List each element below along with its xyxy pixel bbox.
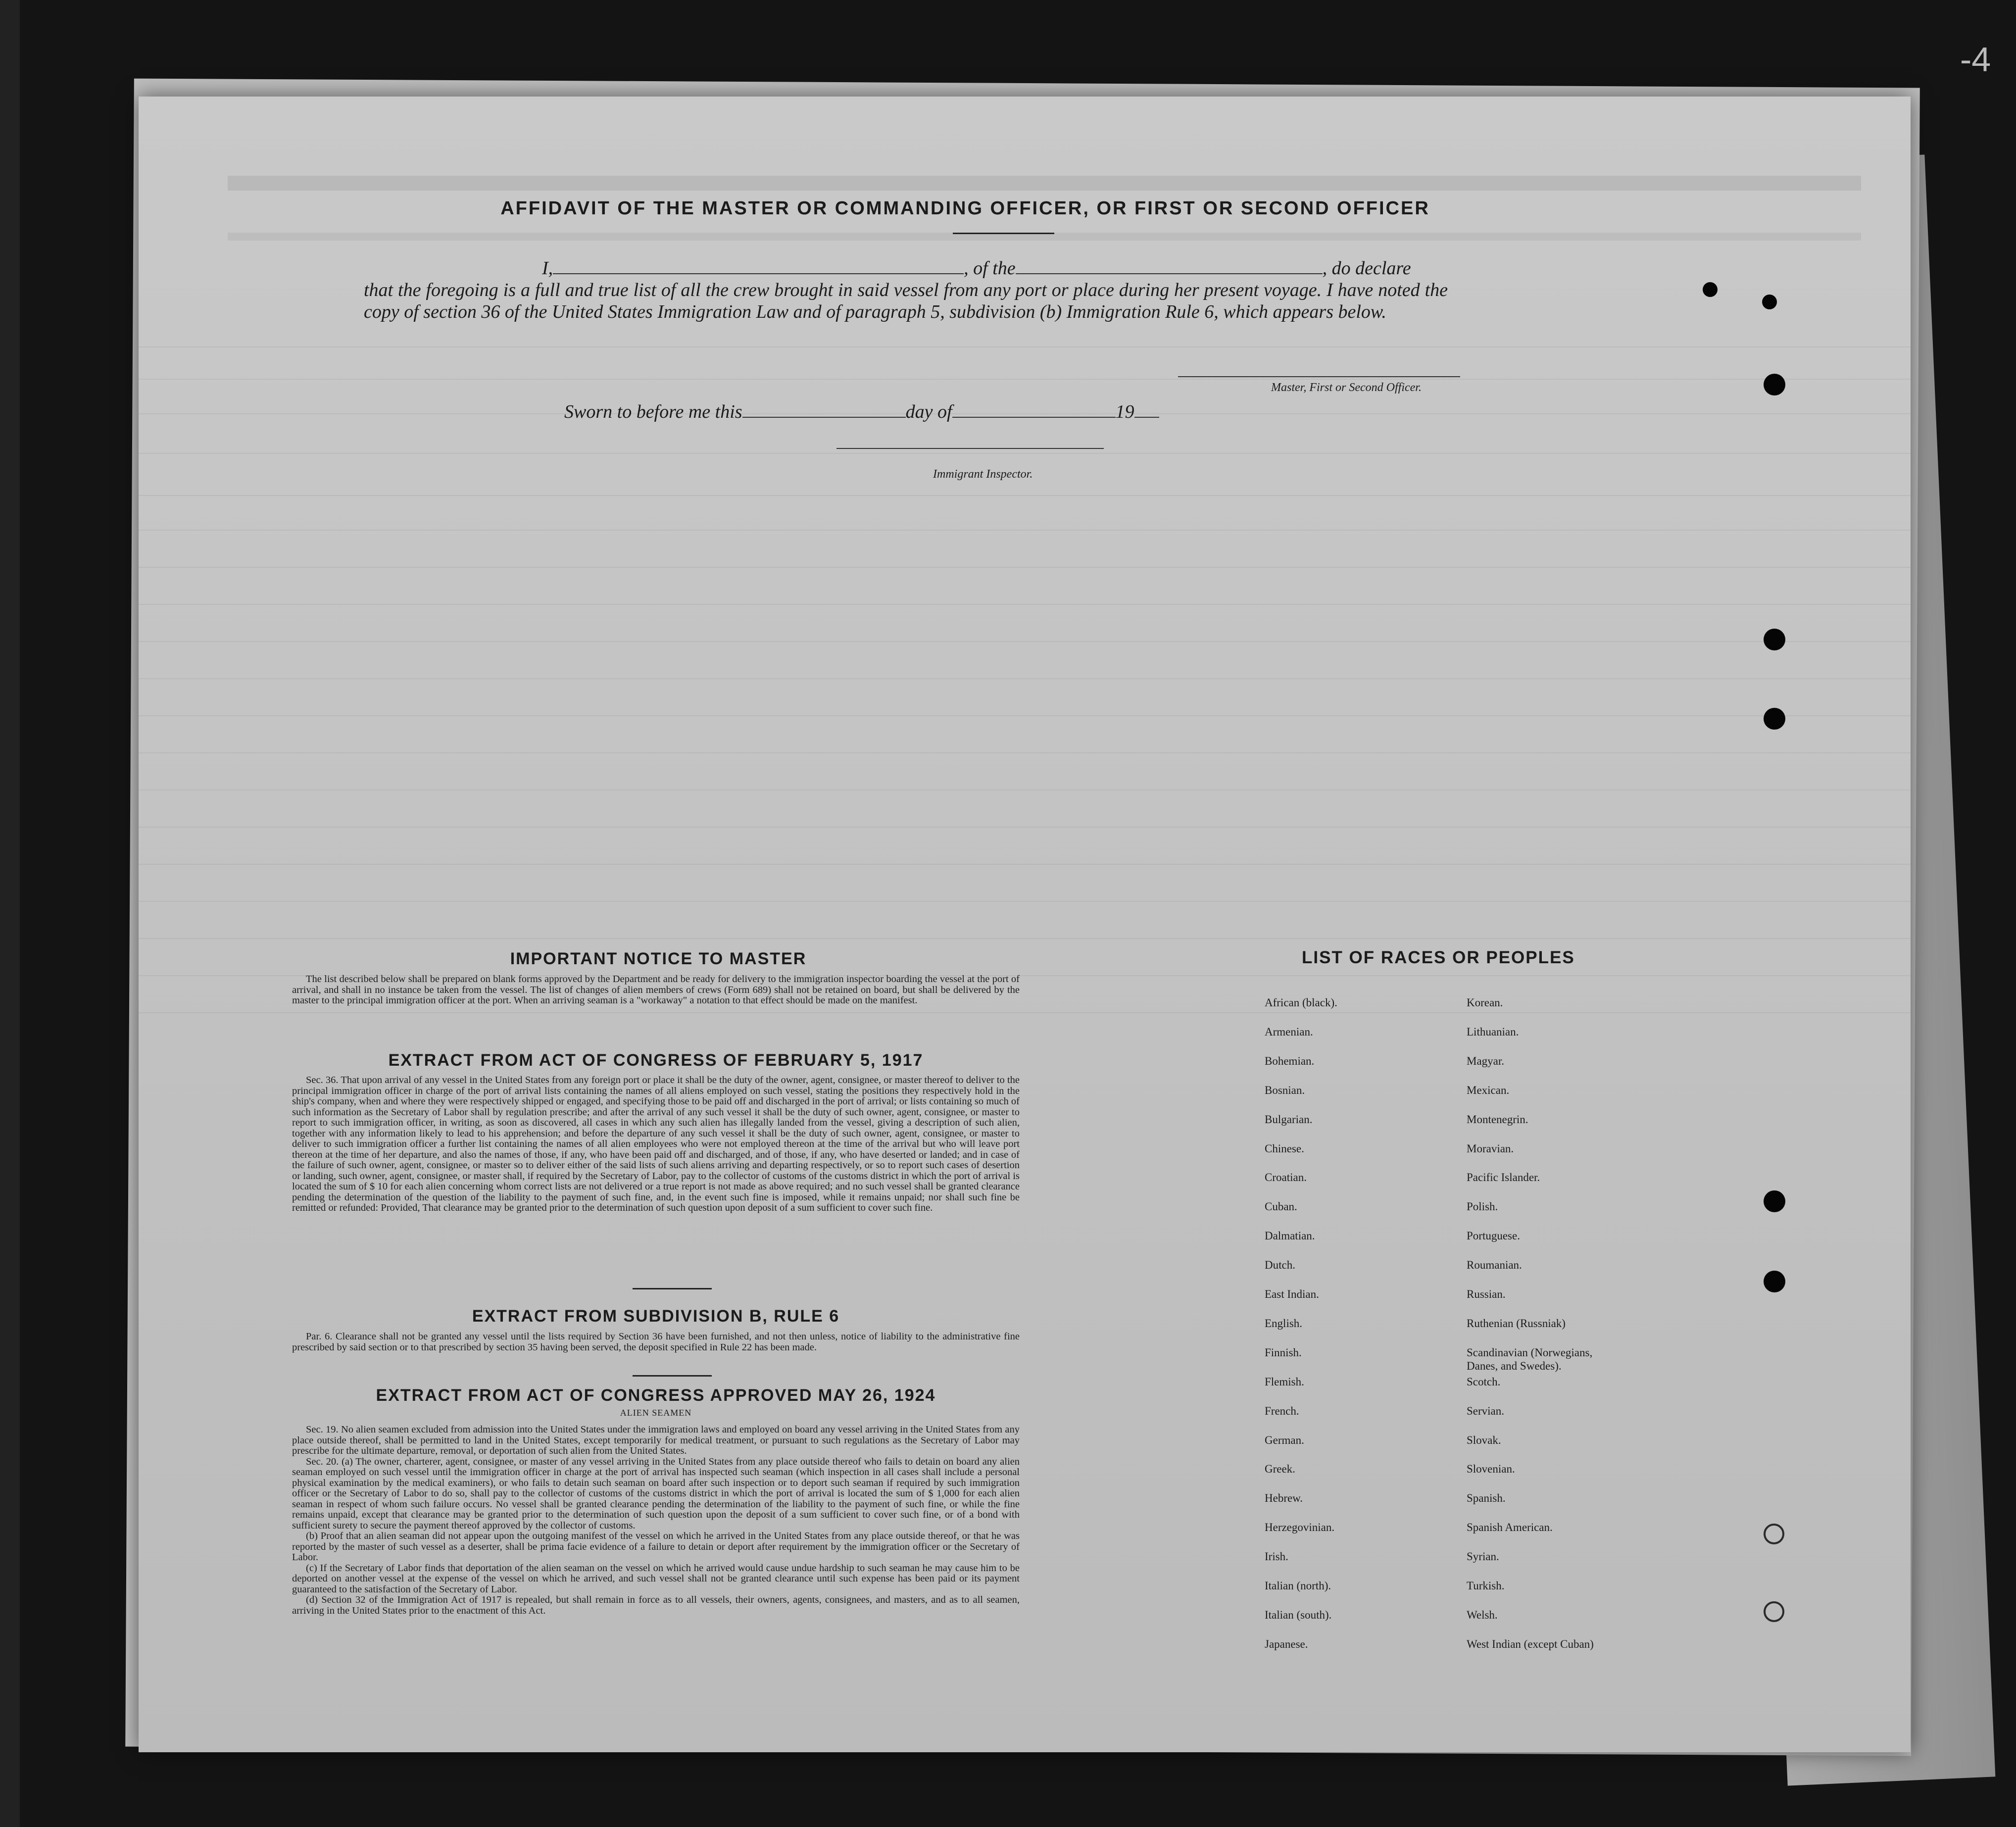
sec20d-paragraph: (d) Section 32 of the Immigration Act of 1917 is repealed, but shall remain in force as to all vessels, their owners, agents, consignees, and masters, and as to all seamen, arriving in the United States prior to the enactment of this Act.: [292, 1594, 1020, 1616]
race-item: Armenian.: [1265, 1025, 1313, 1038]
races-heading: LIST OF RACES OR PEOPLES: [1302, 948, 1575, 967]
bleed-through-rule: [139, 604, 1911, 605]
bleed-through-rule: [139, 752, 1911, 753]
bleed-through-rule: [139, 827, 1911, 828]
section-rule: [633, 1288, 712, 1289]
race-item: Hebrew.: [1265, 1492, 1303, 1505]
race-item: Slovenian.: [1467, 1463, 1515, 1476]
race-item: Finnish.: [1265, 1346, 1302, 1359]
bleed-through-rule: [139, 379, 1911, 380]
race-item: Italian (north).: [1265, 1580, 1331, 1592]
race-item: English.: [1265, 1317, 1303, 1330]
extract-1917-text: [292, 1075, 1020, 1214]
extract-1924-text: [292, 1425, 1020, 1616]
bleed-through-rule: [139, 678, 1911, 679]
race-item: Scandinavian (Norwegians,: [1467, 1346, 1593, 1359]
race-item: Bohemian.: [1265, 1054, 1315, 1067]
race-item: Servian.: [1467, 1404, 1505, 1417]
race-item: Chinese.: [1265, 1142, 1304, 1155]
race-item: Dutch.: [1265, 1259, 1295, 1272]
race-item: West Indian (except Cuban): [1467, 1637, 1594, 1650]
race-item: Dalmatian.: [1265, 1230, 1315, 1242]
affidavit-body: [364, 257, 1448, 323]
race-item: Flemish.: [1265, 1375, 1304, 1388]
sec20a-paragraph: Sec. 20. (a) The owner, charterer, agent, consignee, or master of any vessel arriving in the United States from any place outside thereof who fails to detain on board any alien seaman employed on such vessel until the immigration officer in charge at the port of arrival has inspected such seaman (which inspection in all cases shall include a personal physical examination by the medical examiners), or who fails to detain such seaman on board after such inspection or to deport such seaman if required by such immigration officer or the Secretary of Labor to do so, shall pay to the collector of customs of the customs district in which the port of arrival is located the sum of $ 1,000 for each alien seaman in respect of whom such failure occurs. No vessel shall be granted clearance pending the determination of the liability to the payment of such fine, or while the fine remains unpaid, except that clearance may be granted prior to the determination of such question upon the deposit of a sum sufficient to cover such fine, or of a bond with sufficient surety to secure the payment thereof approved by the collector of customs.: [292, 1456, 1020, 1531]
sworn-year-field[interactable]: [1134, 417, 1159, 418]
sworn-prefix: Sworn to before me this: [564, 401, 742, 422]
bleed-through-rule: [139, 1012, 1911, 1013]
bleed-through-rule: [139, 938, 1911, 939]
race-item: Montenegrin.: [1467, 1113, 1528, 1126]
binder-hole: [1764, 374, 1785, 395]
sworn-day-field[interactable]: [742, 417, 906, 418]
bleed-through-rule: [139, 864, 1911, 865]
race-item: Turkish.: [1467, 1580, 1505, 1592]
race-item: Scotch.: [1467, 1375, 1501, 1388]
race-item: Bulgarian.: [1265, 1113, 1313, 1126]
race-item: Magyar.: [1467, 1054, 1505, 1067]
binder-hole-ring: [1764, 1601, 1784, 1622]
race-item: African (black).: [1265, 996, 1337, 1009]
race-item: Ruthenian (Russniak): [1467, 1317, 1566, 1330]
rule6-paragraph: Par. 6. Clearance shall not be granted any vessel until the lists required by Section 36 have been furnished, and not then unless, notice of liability to the administrative fine prescribed by said section or to that prescribed by section 35 having been served, the deposit specified in Rule 22 has been made.: [292, 1331, 1020, 1353]
bleed-through-rule: [139, 346, 1911, 347]
extract-1917-heading: EXTRACT FROM ACT OF CONGRESS OF FEBRUARY 5, 1917: [388, 1051, 924, 1070]
race-item: Greek.: [1265, 1463, 1295, 1476]
race-item: Bosnian.: [1265, 1084, 1305, 1096]
sworn-year-prefix: 19: [1115, 401, 1134, 422]
alien-seamen-subheading: ALIEN SEAMEN: [620, 1408, 692, 1418]
race-item: Portuguese.: [1467, 1230, 1520, 1242]
bleed-through-rule: [139, 453, 1911, 454]
race-item: German.: [1265, 1433, 1304, 1446]
heading-rule: [953, 233, 1054, 234]
vessel-name-field[interactable]: [1016, 273, 1323, 274]
extract-rule6-text: [292, 1332, 1020, 1353]
bleed-through-rule: [139, 567, 1911, 568]
race-item: Russian.: [1467, 1288, 1506, 1300]
sec19-paragraph: Sec. 19. No alien seamen excluded from admission into the United States under the immigration laws and employed on board any vessel arriving in the United States from any place outside thereof, shall be permitted to land in the United States, except temporarily for medical treatment, or pursuant to such regulations as the Secretary of Labor may prescribe for the ultimate departure, removal, or deportation of such alien from the United States.: [292, 1424, 1020, 1456]
master-signature-caption: Master, First or Second Officer.: [1271, 381, 1422, 394]
race-item: Cuban.: [1265, 1200, 1297, 1213]
sworn-line: [564, 401, 1208, 423]
sworn-month-field[interactable]: [952, 417, 1116, 418]
punch-mark: [1762, 295, 1777, 309]
race-item: Japanese.: [1265, 1637, 1308, 1650]
race-item: Italian (south).: [1265, 1608, 1332, 1621]
binder-hole: [1764, 708, 1785, 730]
sec36-paragraph: Sec. 36. That upon arrival of any vessel in the United States from any foreign port or place it shall be the duty of the owner, agent, consignee, or master thereof to deliver to the principal immigration officer in charge of the port of arrival lists containing the names of all aliens employed on such vessel, stating the positions they respectively hold in the ship's company, when and where they were respectively shipped or engaged, and specifying those to be paid off and discharged in the port of arrival; or lists containing so much of such information as the Secretary of Labor shall by regulation prescribe; and after the arrival of any such vessel it shall be the duty of such owner, agent, consignee, or master to report to such immigration officer, in writing, as soon as discovered, all cases in which any such alien has illegally landed from the vessel, giving a description of such alien, together with any information likely to lead to his apprehension; and before the departure of any such vessel it shall be the duty of such owner, agent, consignee, or master to deliver to such immigration officer a further list containing the names of all alien employees who were not employed thereon at the time of the arrival but who will leave port thereon at the time of her departure, and also the names of those, if any, who have been paid off and discharged, and of those, if any, who have deserted or landed; and in case of the failure of such owner, agent, consignee, or master so to deliver either of the said lists of such aliens arriving and departing respectively, or so to report such cases of desertion or landing, such owner, agent, consignee, or master shall, if required by the Secretary of Labor, pay to the collector of customs of the customs district in which the port of arrival is located the sum of $ 10 for each alien concerning whom correct lists are not delivered or a true report is not made as above required; and no such vessel shall be granted clearance pending the determination of the question of the liability to the payment of such fine, and, in the event such fine is imposed, while it remains unpaid; nor shall such fine be remitted or refunded: Provided, That clearance may be granted prior to the determination of such question upon deposit of a sum sufficient to cover such fine.: [292, 1075, 1020, 1213]
punch-mark: [1703, 282, 1718, 297]
scan-left-edge: [0, 0, 20, 1827]
bleed-through-rule: [139, 641, 1911, 642]
sworn-day-of: day of: [905, 401, 952, 422]
race-item: Syrian.: [1467, 1550, 1499, 1563]
race-item: Moravian.: [1467, 1142, 1514, 1155]
binder-hole: [1764, 629, 1785, 650]
binder-hole: [1764, 1271, 1785, 1292]
section-rule: [633, 1375, 712, 1377]
declarant-prefix: I,: [542, 258, 553, 279]
race-item: Pacific Islander.: [1467, 1171, 1540, 1184]
inspector-caption: Immigrant Inspector.: [933, 468, 1033, 481]
race-item: Korean.: [1467, 996, 1503, 1009]
margin-mark: -4: [1960, 40, 1991, 79]
race-item: Spanish American.: [1467, 1521, 1553, 1534]
notice-paragraph: The list described below shall be prepared on blank forms approved by the Department and be ready for delivery to the immigration inspector boarding the vessel at the port of arrival, and shall in no instance be taken from the vessel. The list of changes of alien members of crews (Form 689) shall not be retained on board, but shall be delivered by the master to the principal immigration officer at the port. When an arriving seaman is a "workaway" a notation to that effect should be made on the manifest.: [292, 974, 1020, 1006]
vessel-prefix: , of the: [964, 258, 1016, 279]
race-item: Herzegovinian.: [1265, 1521, 1335, 1534]
declaration-line: [364, 257, 1448, 279]
declarant-name-field[interactable]: [553, 273, 964, 274]
bleed-through-title: [228, 176, 1861, 191]
race-item: Spanish.: [1467, 1492, 1506, 1505]
race-item: Slovak.: [1467, 1433, 1501, 1446]
inspector-signature-field[interactable]: [836, 448, 1104, 449]
sec20b-paragraph: (b) Proof that an alien seaman did not appear upon the outgoing manifest of the vessel on which he arrived in the United States from any place outside thereof, or that he was reported by the master of such vessel as a deserter, shall be prima facie evidence of a failure to detain or deport after requirement by the immigration officer or the Secretary of Labor.: [292, 1531, 1020, 1563]
notice-heading: IMPORTANT NOTICE TO MASTER: [510, 949, 807, 968]
bleed-through-rule: [139, 715, 1911, 716]
race-item: East Indian.: [1265, 1288, 1319, 1300]
extract-rule6-heading: EXTRACT FROM SUBDIVISION B, RULE 6: [472, 1307, 840, 1326]
extract-1924-heading: EXTRACT FROM ACT OF CONGRESS APPROVED MAY 26, 1924: [376, 1386, 936, 1405]
bleed-through-rule: [139, 495, 1911, 496]
sec20c-paragraph: (c) If the Secretary of Labor finds that deportation of the alien seaman on the vessel on which he arrived would cause undue hardship to such seaman he may cause him to be deported on another vessel at the expense of the vessel on which he arrived, and such vessel shall not be granted clearance until such expense has been paid or its payment guaranteed to the satisfaction of the Secretary of Labor.: [292, 1562, 1020, 1595]
affidavit-heading: AFFIDAVIT OF THE MASTER OR COMMANDING OFFICER, OR FIRST OR SECOND OFFICER: [500, 198, 1430, 219]
master-signature-field[interactable]: [1178, 376, 1460, 377]
race-item: Croatian.: [1265, 1171, 1307, 1184]
notice-text: [292, 974, 1020, 1006]
binder-hole-ring: [1764, 1524, 1784, 1544]
race-item: Roumanian.: [1467, 1259, 1522, 1272]
bleed-through-rule: [139, 530, 1911, 531]
race-item: French.: [1265, 1404, 1299, 1417]
binder-hole: [1764, 1190, 1785, 1212]
declaration-text: that the foregoing is a full and true list of all the crew brought in said vessel from any port or place during her present voyage. I have noted the copy of section 36 of the United States Immigration Law and of paragraph 5, subdivision (b) Immigration Rule 6, which appears below.: [364, 280, 1448, 322]
race-item: Mexican.: [1467, 1084, 1510, 1096]
race-item: Polish.: [1467, 1200, 1498, 1213]
declare-suffix: , do declare: [1322, 258, 1411, 279]
race-item: Lithuanian.: [1467, 1025, 1519, 1038]
race-item: Welsh.: [1467, 1608, 1498, 1621]
bleed-through-rule: [139, 901, 1911, 902]
race-item: Danes, and Swedes).: [1467, 1359, 1562, 1372]
race-item: Irish.: [1265, 1550, 1288, 1563]
